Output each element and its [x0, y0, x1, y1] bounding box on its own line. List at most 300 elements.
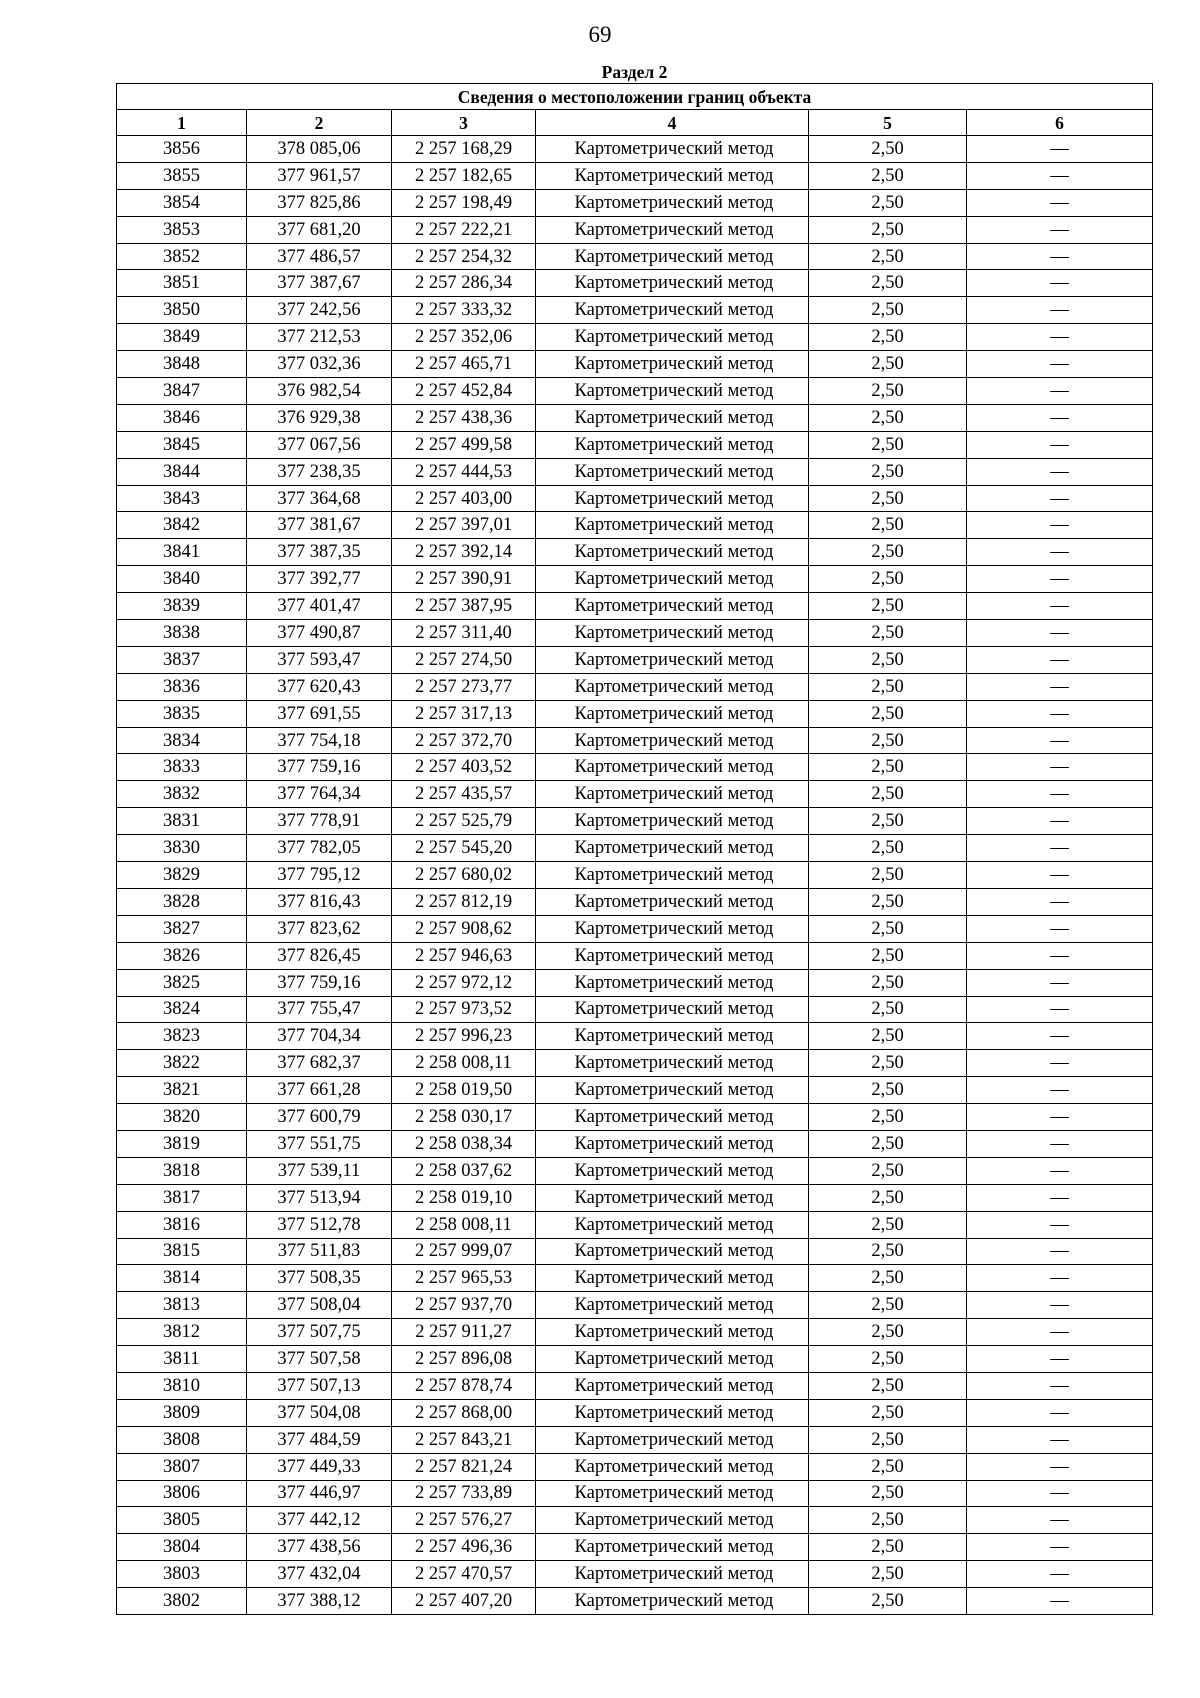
- method-cell: Картометрический метод: [536, 485, 809, 512]
- method-cell: Картометрический метод: [536, 620, 809, 647]
- accuracy-cell: 2,50: [809, 1399, 967, 1426]
- x-coordinate-cell: 377 449,33: [247, 1453, 392, 1480]
- method-cell: Картометрический метод: [536, 1453, 809, 1480]
- accuracy-cell: 2,50: [809, 1480, 967, 1507]
- table-row: [117, 162, 1153, 189]
- accuracy-cell: 2,50: [809, 270, 967, 297]
- description-cell: —: [967, 727, 1153, 754]
- accuracy-cell: 2,50: [809, 1507, 967, 1534]
- column-number: 5: [809, 110, 967, 136]
- y-coordinate-cell: 2 257 733,89: [392, 1480, 536, 1507]
- description-cell: —: [967, 1130, 1153, 1157]
- table-caption: Сведения о местоположении границ объекта: [117, 84, 1153, 110]
- y-coordinate-cell: 2 257 525,79: [392, 808, 536, 835]
- description-cell: —: [967, 915, 1153, 942]
- x-coordinate-cell: 377 401,47: [247, 593, 392, 620]
- table-row: [117, 835, 1153, 862]
- method-cell: Картометрический метод: [536, 324, 809, 351]
- description-cell: —: [967, 1265, 1153, 1292]
- y-coordinate-cell: 2 257 403,52: [392, 754, 536, 781]
- point-number-cell: 3803: [117, 1561, 247, 1588]
- x-coordinate-cell: 377 387,35: [247, 539, 392, 566]
- y-coordinate-cell: 2 257 352,06: [392, 324, 536, 351]
- table-row: [117, 324, 1153, 351]
- x-coordinate-cell: 377 755,47: [247, 996, 392, 1023]
- point-number-cell: 3845: [117, 431, 247, 458]
- description-cell: —: [967, 620, 1153, 647]
- method-cell: Картометрический метод: [536, 1104, 809, 1131]
- x-coordinate-cell: 377 392,77: [247, 566, 392, 593]
- method-cell: Картометрический метод: [536, 781, 809, 808]
- x-coordinate-cell: 377 364,68: [247, 485, 392, 512]
- accuracy-cell: 2,50: [809, 835, 967, 862]
- point-number-cell: 3856: [117, 136, 247, 163]
- y-coordinate-cell: 2 257 407,20: [392, 1588, 536, 1615]
- point-number-cell: 3807: [117, 1453, 247, 1480]
- point-number-cell: 3805: [117, 1507, 247, 1534]
- y-coordinate-cell: 2 258 037,62: [392, 1157, 536, 1184]
- description-cell: —: [967, 539, 1153, 566]
- x-coordinate-cell: 377 511,83: [247, 1238, 392, 1265]
- method-cell: Картометрический метод: [536, 270, 809, 297]
- point-number-cell: 3820: [117, 1104, 247, 1131]
- description-cell: —: [967, 1453, 1153, 1480]
- table-row: [117, 862, 1153, 889]
- table-row: [117, 1346, 1153, 1373]
- table-row: [117, 216, 1153, 243]
- x-coordinate-cell: 377 600,79: [247, 1104, 392, 1131]
- method-cell: Картометрический метод: [536, 727, 809, 754]
- description-cell: —: [967, 1157, 1153, 1184]
- description-cell: —: [967, 1050, 1153, 1077]
- point-number-cell: 3812: [117, 1319, 247, 1346]
- accuracy-cell: 2,50: [809, 458, 967, 485]
- table-row: [117, 1211, 1153, 1238]
- table-row: [117, 270, 1153, 297]
- method-cell: Картометрический метод: [536, 673, 809, 700]
- accuracy-cell: 2,50: [809, 404, 967, 431]
- method-cell: Картометрический метод: [536, 1050, 809, 1077]
- x-coordinate-cell: 377 778,91: [247, 808, 392, 835]
- point-number-cell: 3830: [117, 835, 247, 862]
- table-row: [117, 1157, 1153, 1184]
- accuracy-cell: 2,50: [809, 1157, 967, 1184]
- method-cell: Картометрический метод: [536, 1238, 809, 1265]
- y-coordinate-cell: 2 257 470,57: [392, 1561, 536, 1588]
- accuracy-cell: 2,50: [809, 915, 967, 942]
- y-coordinate-cell: 2 257 680,02: [392, 862, 536, 889]
- x-coordinate-cell: 377 513,94: [247, 1184, 392, 1211]
- description-cell: —: [967, 1346, 1153, 1373]
- y-coordinate-cell: 2 257 222,21: [392, 216, 536, 243]
- accuracy-cell: 2,50: [809, 700, 967, 727]
- accuracy-cell: 2,50: [809, 808, 967, 835]
- description-cell: —: [967, 996, 1153, 1023]
- y-coordinate-cell: 2 257 372,70: [392, 727, 536, 754]
- accuracy-cell: 2,50: [809, 620, 967, 647]
- x-coordinate-cell: 377 620,43: [247, 673, 392, 700]
- y-coordinate-cell: 2 257 999,07: [392, 1238, 536, 1265]
- x-coordinate-cell: 377 816,43: [247, 888, 392, 915]
- x-coordinate-cell: 377 512,78: [247, 1211, 392, 1238]
- y-coordinate-cell: 2 257 545,20: [392, 835, 536, 862]
- x-coordinate-cell: 377 438,56: [247, 1534, 392, 1561]
- method-cell: Картометрический метод: [536, 1346, 809, 1373]
- description-cell: —: [967, 189, 1153, 216]
- description-cell: —: [967, 1588, 1153, 1615]
- x-coordinate-cell: 377 795,12: [247, 862, 392, 889]
- x-coordinate-cell: 377 682,37: [247, 1050, 392, 1077]
- y-coordinate-cell: 2 257 911,27: [392, 1319, 536, 1346]
- accuracy-cell: 2,50: [809, 485, 967, 512]
- y-coordinate-cell: 2 257 496,36: [392, 1534, 536, 1561]
- y-coordinate-cell: 2 257 452,84: [392, 378, 536, 405]
- table-row: [117, 1130, 1153, 1157]
- point-number-cell: 3836: [117, 673, 247, 700]
- description-cell: —: [967, 1426, 1153, 1453]
- accuracy-cell: 2,50: [809, 593, 967, 620]
- y-coordinate-cell: 2 257 311,40: [392, 620, 536, 647]
- table-row: [117, 1292, 1153, 1319]
- table-row: [117, 942, 1153, 969]
- point-number-cell: 3833: [117, 754, 247, 781]
- table-row: [117, 620, 1153, 647]
- y-coordinate-cell: 2 257 499,58: [392, 431, 536, 458]
- x-coordinate-cell: 377 759,16: [247, 969, 392, 996]
- point-number-cell: 3802: [117, 1588, 247, 1615]
- method-cell: Картометрический метод: [536, 458, 809, 485]
- y-coordinate-cell: 2 257 937,70: [392, 1292, 536, 1319]
- point-number-cell: 3837: [117, 646, 247, 673]
- method-cell: Картометрический метод: [536, 835, 809, 862]
- method-cell: Картометрический метод: [536, 700, 809, 727]
- point-number-cell: 3844: [117, 458, 247, 485]
- method-cell: Картометрический метод: [536, 162, 809, 189]
- accuracy-cell: 2,50: [809, 1453, 967, 1480]
- table-row: [117, 431, 1153, 458]
- description-cell: —: [967, 835, 1153, 862]
- x-coordinate-cell: 377 507,58: [247, 1346, 392, 1373]
- table-row: [117, 808, 1153, 835]
- column-number: 3: [392, 110, 536, 136]
- accuracy-cell: 2,50: [809, 888, 967, 915]
- description-cell: —: [967, 1507, 1153, 1534]
- x-coordinate-cell: 378 085,06: [247, 136, 392, 163]
- description-cell: —: [967, 1319, 1153, 1346]
- description-cell: —: [967, 404, 1153, 431]
- table-row: [117, 1561, 1153, 1588]
- table-row: [117, 1050, 1153, 1077]
- point-number-cell: 3849: [117, 324, 247, 351]
- accuracy-cell: 2,50: [809, 162, 967, 189]
- x-coordinate-cell: 377 242,56: [247, 297, 392, 324]
- table-row: [117, 1184, 1153, 1211]
- y-coordinate-cell: 2 257 168,29: [392, 136, 536, 163]
- description-cell: —: [967, 485, 1153, 512]
- accuracy-cell: 2,50: [809, 1130, 967, 1157]
- description-cell: —: [967, 270, 1153, 297]
- method-cell: Картометрический метод: [536, 942, 809, 969]
- x-coordinate-cell: 377 067,56: [247, 431, 392, 458]
- point-number-cell: 3855: [117, 162, 247, 189]
- point-number-cell: 3854: [117, 189, 247, 216]
- accuracy-cell: 2,50: [809, 216, 967, 243]
- accuracy-cell: 2,50: [809, 1023, 967, 1050]
- table-row: [117, 646, 1153, 673]
- description-cell: —: [967, 969, 1153, 996]
- y-coordinate-cell: 2 257 821,24: [392, 1453, 536, 1480]
- y-coordinate-cell: 2 257 576,27: [392, 1507, 536, 1534]
- y-coordinate-cell: 2 257 182,65: [392, 162, 536, 189]
- table-row: [117, 1453, 1153, 1480]
- point-number-cell: 3843: [117, 485, 247, 512]
- y-coordinate-cell: 2 257 274,50: [392, 646, 536, 673]
- table-row: [117, 673, 1153, 700]
- y-coordinate-cell: 2 257 878,74: [392, 1372, 536, 1399]
- description-cell: —: [967, 1480, 1153, 1507]
- description-cell: —: [967, 378, 1153, 405]
- point-number-cell: 3832: [117, 781, 247, 808]
- accuracy-cell: 2,50: [809, 1104, 967, 1131]
- method-cell: Картометрический метод: [536, 646, 809, 673]
- point-number-cell: 3852: [117, 243, 247, 270]
- accuracy-cell: 2,50: [809, 942, 967, 969]
- method-cell: Картометрический метод: [536, 1426, 809, 1453]
- method-cell: Картометрический метод: [536, 404, 809, 431]
- x-coordinate-cell: 377 551,75: [247, 1130, 392, 1157]
- y-coordinate-cell: 2 257 973,52: [392, 996, 536, 1023]
- table-row: [117, 1534, 1153, 1561]
- description-cell: —: [967, 1372, 1153, 1399]
- table-row: [117, 1319, 1153, 1346]
- method-cell: Картометрический метод: [536, 754, 809, 781]
- description-cell: —: [967, 162, 1153, 189]
- accuracy-cell: 2,50: [809, 378, 967, 405]
- column-number-row: [117, 110, 1153, 136]
- method-cell: Картометрический метод: [536, 996, 809, 1023]
- method-cell: Картометрический метод: [536, 1023, 809, 1050]
- x-coordinate-cell: 377 539,11: [247, 1157, 392, 1184]
- y-coordinate-cell: 2 257 390,91: [392, 566, 536, 593]
- method-cell: Картометрический метод: [536, 539, 809, 566]
- method-cell: Картометрический метод: [536, 378, 809, 405]
- point-number-cell: 3824: [117, 996, 247, 1023]
- method-cell: Картометрический метод: [536, 243, 809, 270]
- x-coordinate-cell: 377 446,97: [247, 1480, 392, 1507]
- method-cell: Картометрический метод: [536, 1507, 809, 1534]
- table-row: [117, 781, 1153, 808]
- y-coordinate-cell: 2 257 812,19: [392, 888, 536, 915]
- description-cell: —: [967, 593, 1153, 620]
- method-cell: Картометрический метод: [536, 1480, 809, 1507]
- table-row: [117, 593, 1153, 620]
- accuracy-cell: 2,50: [809, 1238, 967, 1265]
- y-coordinate-cell: 2 257 972,12: [392, 969, 536, 996]
- boundary-coordinates-table: [116, 61, 1153, 1615]
- method-cell: Картометрический метод: [536, 136, 809, 163]
- table-row: [117, 1399, 1153, 1426]
- y-coordinate-cell: 2 258 019,50: [392, 1077, 536, 1104]
- method-cell: Картометрический метод: [536, 1077, 809, 1104]
- x-coordinate-cell: 377 764,34: [247, 781, 392, 808]
- y-coordinate-cell: 2 257 465,71: [392, 351, 536, 378]
- description-cell: —: [967, 458, 1153, 485]
- table-row: [117, 1238, 1153, 1265]
- accuracy-cell: 2,50: [809, 243, 967, 270]
- y-coordinate-cell: 2 257 996,23: [392, 1023, 536, 1050]
- description-cell: —: [967, 512, 1153, 539]
- description-cell: —: [967, 136, 1153, 163]
- x-coordinate-cell: 377 826,45: [247, 942, 392, 969]
- point-number-cell: 3847: [117, 378, 247, 405]
- accuracy-cell: 2,50: [809, 539, 967, 566]
- method-cell: Картометрический метод: [536, 1319, 809, 1346]
- point-number-cell: 3853: [117, 216, 247, 243]
- method-cell: Картометрический метод: [536, 1372, 809, 1399]
- y-coordinate-cell: 2 257 254,32: [392, 243, 536, 270]
- x-coordinate-cell: 377 507,75: [247, 1319, 392, 1346]
- point-number-cell: 3841: [117, 539, 247, 566]
- x-coordinate-cell: 377 691,55: [247, 700, 392, 727]
- table-row: [117, 243, 1153, 270]
- accuracy-cell: 2,50: [809, 862, 967, 889]
- accuracy-cell: 2,50: [809, 189, 967, 216]
- point-number-cell: 3842: [117, 512, 247, 539]
- method-cell: Картометрический метод: [536, 862, 809, 889]
- accuracy-cell: 2,50: [809, 727, 967, 754]
- y-coordinate-cell: 2 257 435,57: [392, 781, 536, 808]
- column-number: 6: [967, 110, 1153, 136]
- table-row: [117, 754, 1153, 781]
- x-coordinate-cell: 377 442,12: [247, 1507, 392, 1534]
- table-row: [117, 458, 1153, 485]
- point-number-cell: 3810: [117, 1372, 247, 1399]
- x-coordinate-cell: 377 507,13: [247, 1372, 392, 1399]
- y-coordinate-cell: 2 257 317,13: [392, 700, 536, 727]
- table-row: [117, 136, 1153, 163]
- method-cell: Картометрический метод: [536, 1265, 809, 1292]
- section-title: Раздел 2: [601, 62, 668, 82]
- table-row: [117, 351, 1153, 378]
- y-coordinate-cell: 2 258 038,34: [392, 1130, 536, 1157]
- description-cell: —: [967, 1561, 1153, 1588]
- x-coordinate-cell: 377 961,57: [247, 162, 392, 189]
- method-cell: Картометрический метод: [536, 888, 809, 915]
- method-cell: Картометрический метод: [536, 1292, 809, 1319]
- method-cell: Картометрический метод: [536, 1130, 809, 1157]
- description-cell: —: [967, 243, 1153, 270]
- table-row: [117, 539, 1153, 566]
- accuracy-cell: 2,50: [809, 1588, 967, 1615]
- table-row: [117, 969, 1153, 996]
- x-coordinate-cell: 376 982,54: [247, 378, 392, 405]
- y-coordinate-cell: 2 257 286,34: [392, 270, 536, 297]
- table-row: [117, 1104, 1153, 1131]
- table-row: [117, 1588, 1153, 1615]
- accuracy-cell: 2,50: [809, 781, 967, 808]
- x-coordinate-cell: 376 929,38: [247, 404, 392, 431]
- table-caption-row: [117, 84, 1153, 110]
- point-number-cell: 3835: [117, 700, 247, 727]
- accuracy-cell: 2,50: [809, 1265, 967, 1292]
- accuracy-cell: 2,50: [809, 646, 967, 673]
- table-row: [117, 1372, 1153, 1399]
- y-coordinate-cell: 2 257 868,00: [392, 1399, 536, 1426]
- point-number-cell: 3850: [117, 297, 247, 324]
- accuracy-cell: 2,50: [809, 969, 967, 996]
- description-cell: —: [967, 1534, 1153, 1561]
- accuracy-cell: 2,50: [809, 351, 967, 378]
- point-number-cell: 3840: [117, 566, 247, 593]
- table-body: [117, 136, 1153, 1615]
- table-row: [117, 888, 1153, 915]
- y-coordinate-cell: 2 257 946,63: [392, 942, 536, 969]
- description-cell: —: [967, 781, 1153, 808]
- method-cell: Картометрический метод: [536, 1561, 809, 1588]
- y-coordinate-cell: 2 257 896,08: [392, 1346, 536, 1373]
- description-cell: —: [967, 566, 1153, 593]
- accuracy-cell: 2,50: [809, 1292, 967, 1319]
- y-coordinate-cell: 2 257 333,32: [392, 297, 536, 324]
- point-number-cell: 3834: [117, 727, 247, 754]
- x-coordinate-cell: 377 490,87: [247, 620, 392, 647]
- x-coordinate-cell: 377 508,35: [247, 1265, 392, 1292]
- y-coordinate-cell: 2 258 030,17: [392, 1104, 536, 1131]
- accuracy-cell: 2,50: [809, 1561, 967, 1588]
- description-cell: —: [967, 1184, 1153, 1211]
- table-row: [117, 1077, 1153, 1104]
- method-cell: Картометрический метод: [536, 1211, 809, 1238]
- description-cell: —: [967, 1211, 1153, 1238]
- method-cell: Картометрический метод: [536, 431, 809, 458]
- x-coordinate-cell: 377 486,57: [247, 243, 392, 270]
- method-cell: Картометрический метод: [536, 1534, 809, 1561]
- method-cell: Картометрический метод: [536, 566, 809, 593]
- table-row: [117, 727, 1153, 754]
- table-row: [117, 1507, 1153, 1534]
- accuracy-cell: 2,50: [809, 1372, 967, 1399]
- table-row: [117, 700, 1153, 727]
- table-row: [117, 566, 1153, 593]
- description-cell: —: [967, 297, 1153, 324]
- table-row: [117, 485, 1153, 512]
- point-number-cell: 3815: [117, 1238, 247, 1265]
- method-cell: Картометрический метод: [536, 808, 809, 835]
- point-number-cell: 3817: [117, 1184, 247, 1211]
- x-coordinate-cell: 377 759,16: [247, 754, 392, 781]
- method-cell: Картометрический метод: [536, 512, 809, 539]
- table-row: [117, 189, 1153, 216]
- x-coordinate-cell: 377 032,36: [247, 351, 392, 378]
- accuracy-cell: 2,50: [809, 996, 967, 1023]
- point-number-cell: 3848: [117, 351, 247, 378]
- table-row: [117, 1426, 1153, 1453]
- accuracy-cell: 2,50: [809, 297, 967, 324]
- y-coordinate-cell: 2 257 397,01: [392, 512, 536, 539]
- table-row: [117, 1023, 1153, 1050]
- point-number-cell: 3838: [117, 620, 247, 647]
- section-title-row: [117, 61, 1153, 84]
- x-coordinate-cell: 377 823,62: [247, 915, 392, 942]
- point-number-cell: 3811: [117, 1346, 247, 1373]
- description-cell: —: [967, 1104, 1153, 1131]
- method-cell: Картометрический метод: [536, 216, 809, 243]
- description-cell: —: [967, 1238, 1153, 1265]
- accuracy-cell: 2,50: [809, 1050, 967, 1077]
- accuracy-cell: 2,50: [809, 1426, 967, 1453]
- x-coordinate-cell: 377 754,18: [247, 727, 392, 754]
- table-row: [117, 996, 1153, 1023]
